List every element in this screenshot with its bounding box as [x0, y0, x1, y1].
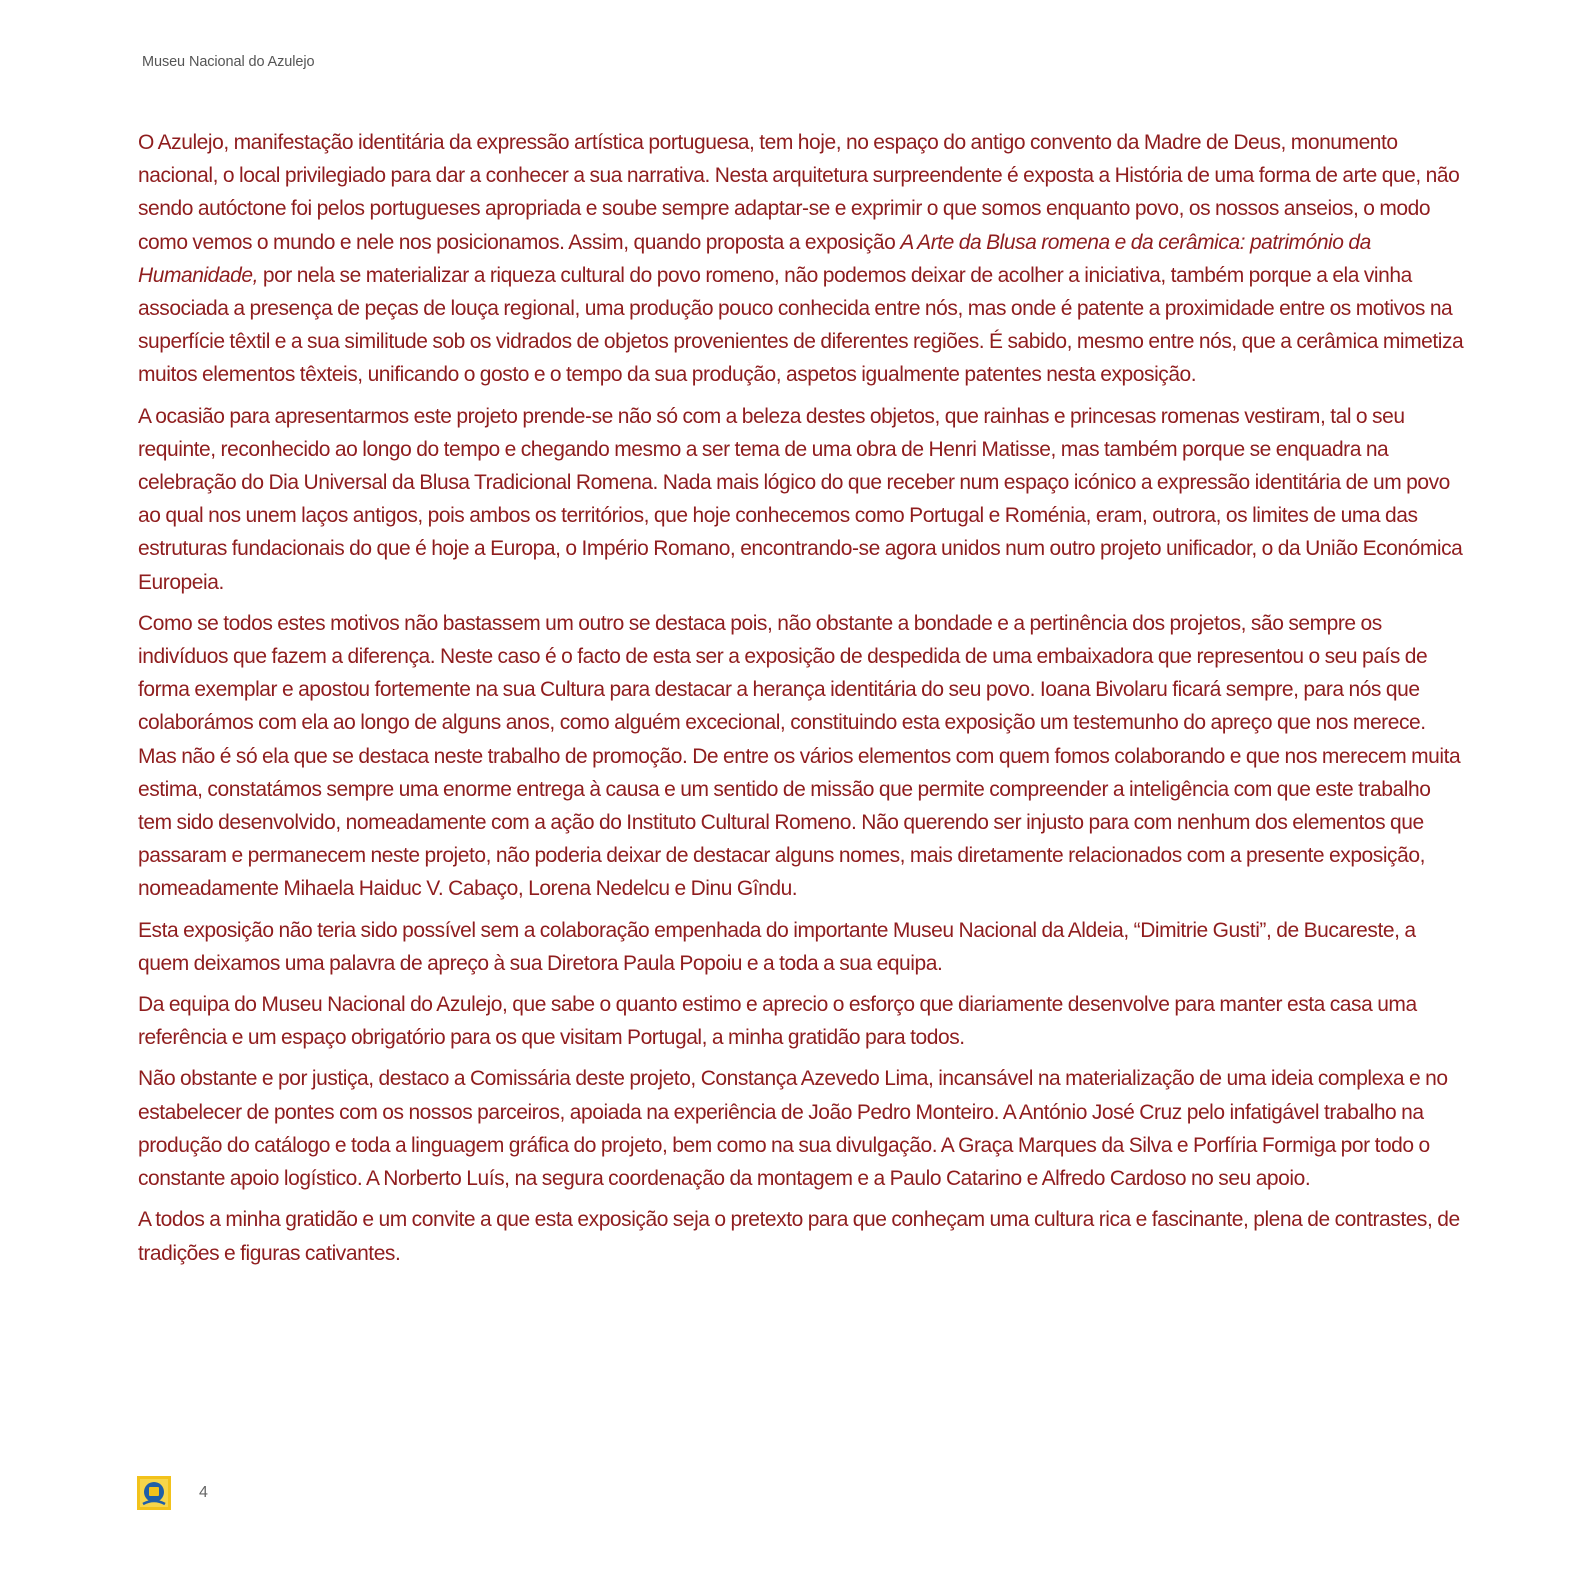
body-text: [138, 126, 1468, 1278]
paragraph-4: Esta exposição não teria sido possível sem a colaboração empenhada do importante Museu Nacional da Aldeia, “Dimitrie Gusti”, de Bucareste, a quem deixamos uma palavra de apreço à sua Diretora Paula Popoiu e a toda a sua equipa.: [138, 918, 1416, 975]
exhibition-title: A Arte da Blusa romena e da cerâmica: património da Humanidade,: [138, 230, 1371, 287]
paragraph-7: A todos a minha gratidão e um convite a que esta exposição seja o pretexto para que conheçam uma cultura rica e fascinante, plena de contrastes, de tradições e figuras cativantes.: [138, 1208, 1460, 1265]
paragraph-2: A ocasião para apresentarmos este projeto prende-se não só com a beleza destes objetos, que rainhas e princesas romenas vestiram, tal o seu requinte, reconhecido ao longo do tempo e chegando mesmo a ser tema de uma obra de Henri Matisse, mas também porque se enquadra na celebração do Dia Universal da Blusa Tradicional Romena. Nada mais lógico do que receber num espaço icónico a expressão identitária de um povo ao qual nos unem laços antigos, pois ambos os territórios, que hoje conhecemos como Portugal e Roménia, eram, outrora, os limites de uma das estruturas fundacionais do que é hoje a Europa, o Império Romano, encontrando-se agora unidos num outro projeto unificador, o da União Económica Europeia.: [138, 404, 1463, 594]
paragraph-1-rest: por nela se materializar a riqueza cultural do povo romeno, não podemos deixar de acolher a iniciativa, também porque a ela vinha associada a presença de peças de louça regional, uma produção pouco conhecida entre nós, mas onde é patente a proximidade entre os motivos na superfície têxtil e a sua similitude sob os vidrados de objetos provenientes de diferentes regiões. É sabido, mesmo entre nós, que a cerâmica mimetiza muitos elementos têxteis, unificando o gosto e o tempo da sua produção, aspetos igualmente patentes nesta exposição.: [138, 263, 1464, 387]
paragraph-1-intro: O Azulejo, manifestação identitária da expressão artística portuguesa, tem hoje, no espaço do antigo convento da Madre de Deus, monumento nacional, o local privilegiado para dar a conhecer a sua narrativa. Nesta arquitetura surpreendente é exposta a História de uma forma de arte que, não sendo autóctone foi pelos portugueses apropriada e soube sempre adaptar-se e exprimir o que somos enquanto povo, os nossos anseios, o modo como vemos o mundo e nele nos posicionamos. Assim, quando proposta a exposição: [138, 131, 1460, 254]
page-footer: [137, 1476, 208, 1510]
paragraph-3: Como se todos estes motivos não bastassem um outro se destaca pois, não obstante a bondade e a pertinência dos projetos, são sempre os indivíduos que fazem a diferença. Neste caso é o facto de esta ser a exposição de despedida de uma embaixadora que representou o seu país de forma exemplar e apostou fortemente na sua Cultura para destacar a herança identitária do seu povo. Ioana Bivolaru ficará sempre, para nós que colaborámos com ela ao longo de alguns anos, como alguém excecional, constituindo esta exposição um testemunho do apreço que nos merece. Mas não é só ela que se destaca neste trabalho de promoção. De entre os vários elementos com quem fomos colaborando e que nos merecem muita estima, constatámos sempre uma enorme entrega à causa e um sentido de missão que permite compreender a inteligência com que este trabalho tem sido desenvolvido, nomeadamente com a ação do Instituto Cultural Romeno. Não querendo ser injusto para com nenhum dos elementos que passaram e permanecem neste projeto, não poderia deixar de destacar alguns nomes, mais diretamente relacionados com a presente exposição, nomeadamente Mihaela Haiduc V. Cabaço, Lorena Nedelcu e Dinu Gîndu.: [138, 611, 1461, 901]
museum-logo-icon: [137, 1476, 171, 1510]
running-header: Museu Nacional do Azulejo: [142, 54, 315, 70]
paragraph-1: [138, 126, 1468, 392]
paragraph-5: Da equipa do Museu Nacional do Azulejo, que sabe o quanto estimo e aprecio o esforço que diariamente desenvolve para manter esta casa uma referência e um espaço obrigatório para os que visitam Portugal, a minha gratidão para todos.: [138, 993, 1417, 1050]
page-number: 4: [199, 1484, 208, 1501]
paragraph-6: Não obstante e por justiça, destaco a Comissária deste projeto, Constança Azevedo Lima, incansável na materialização de uma ideia complexa e no estabelecer de pontes com os nossos parceiros, apoiada na experiência de João Pedro Monteiro. A António José Cruz pelo infatigável trabalho na produção do catálogo e toda a linguagem gráfica do projeto, bem como na sua divulgação. A Graça Marques da Silva e Porfíria Formiga por todo o constante apoio logístico. A Norberto Luís, na segura coordenação da montagem e a Paulo Catarino e Alfredo Cardoso no seu apoio.: [138, 1067, 1448, 1191]
